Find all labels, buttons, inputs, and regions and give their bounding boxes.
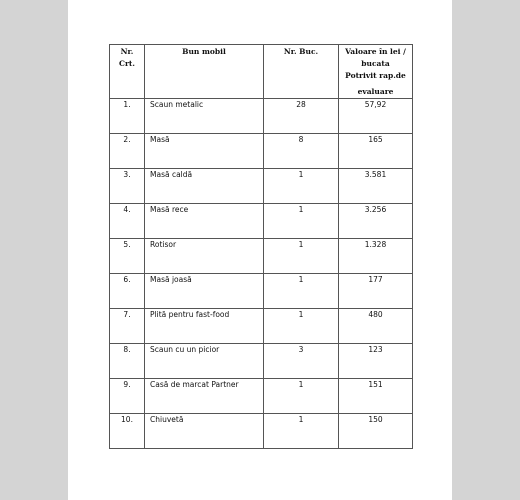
row-nr: 7. [110,309,145,344]
row-value: 57,92 [339,99,413,134]
row-nr: 1. [110,99,145,134]
header-valoare-line1: Valoare în lei / [345,47,406,56]
table-row [110,204,413,239]
header-nr: Nr. [120,47,134,56]
header-bun-mobil: Bun mobil [145,45,264,99]
row-nr: 9. [110,379,145,414]
header-valoare-line3: Potrivit rap.de [345,71,406,80]
row-nr: 6. [110,274,145,309]
row-value: 165 [339,134,413,169]
table-row [110,344,413,379]
table-row [110,274,413,309]
row-nr: 4. [110,204,145,239]
row-name: Masă caldă [145,169,264,204]
header-valoare-line2: bucata [361,59,390,68]
table-row [110,169,413,204]
row-qty: 1 [264,169,339,204]
row-nr: 10. [110,414,145,449]
table-row [110,309,413,344]
row-name: Plită pentru fast-food [145,309,264,344]
row-value: 3.581 [339,169,413,204]
row-qty: 1 [264,414,339,449]
header-nr-crt [110,45,145,99]
row-qty: 1 [264,274,339,309]
inventory-table [109,44,413,449]
table-row [110,99,413,134]
row-name: Masă joasă [145,274,264,309]
row-name: Scaun metalic [145,99,264,134]
row-nr: 5. [110,239,145,274]
header-nr-buc: Nr. Buc. [264,45,339,99]
row-value: 1.328 [339,239,413,274]
header-crt: Crt. [119,59,135,68]
header-valoare [339,45,413,99]
row-qty: 8 [264,134,339,169]
row-value: 480 [339,309,413,344]
row-nr: 3. [110,169,145,204]
row-name: Chiuvetă [145,414,264,449]
row-name: Scaun cu un picior [145,344,264,379]
row-name: Masă [145,134,264,169]
row-nr: 8. [110,344,145,379]
header-valoare-line4: evaluare [357,87,394,96]
row-qty: 1 [264,239,339,274]
row-value: 123 [339,344,413,379]
row-qty: 1 [264,309,339,344]
row-name: Casă de marcat Partner [145,379,264,414]
document-page [68,0,452,500]
row-value: 3.256 [339,204,413,239]
row-name: Masă rece [145,204,264,239]
row-qty: 1 [264,379,339,414]
row-qty: 1 [264,204,339,239]
table-row [110,239,413,274]
row-nr: 2. [110,134,145,169]
row-value: 150 [339,414,413,449]
table-row [110,134,413,169]
row-qty: 3 [264,344,339,379]
table-row [110,414,413,449]
row-qty: 28 [264,99,339,134]
table-row [110,379,413,414]
row-value: 151 [339,379,413,414]
table-header-row [110,45,413,99]
row-value: 177 [339,274,413,309]
row-name: Rotisor [145,239,264,274]
